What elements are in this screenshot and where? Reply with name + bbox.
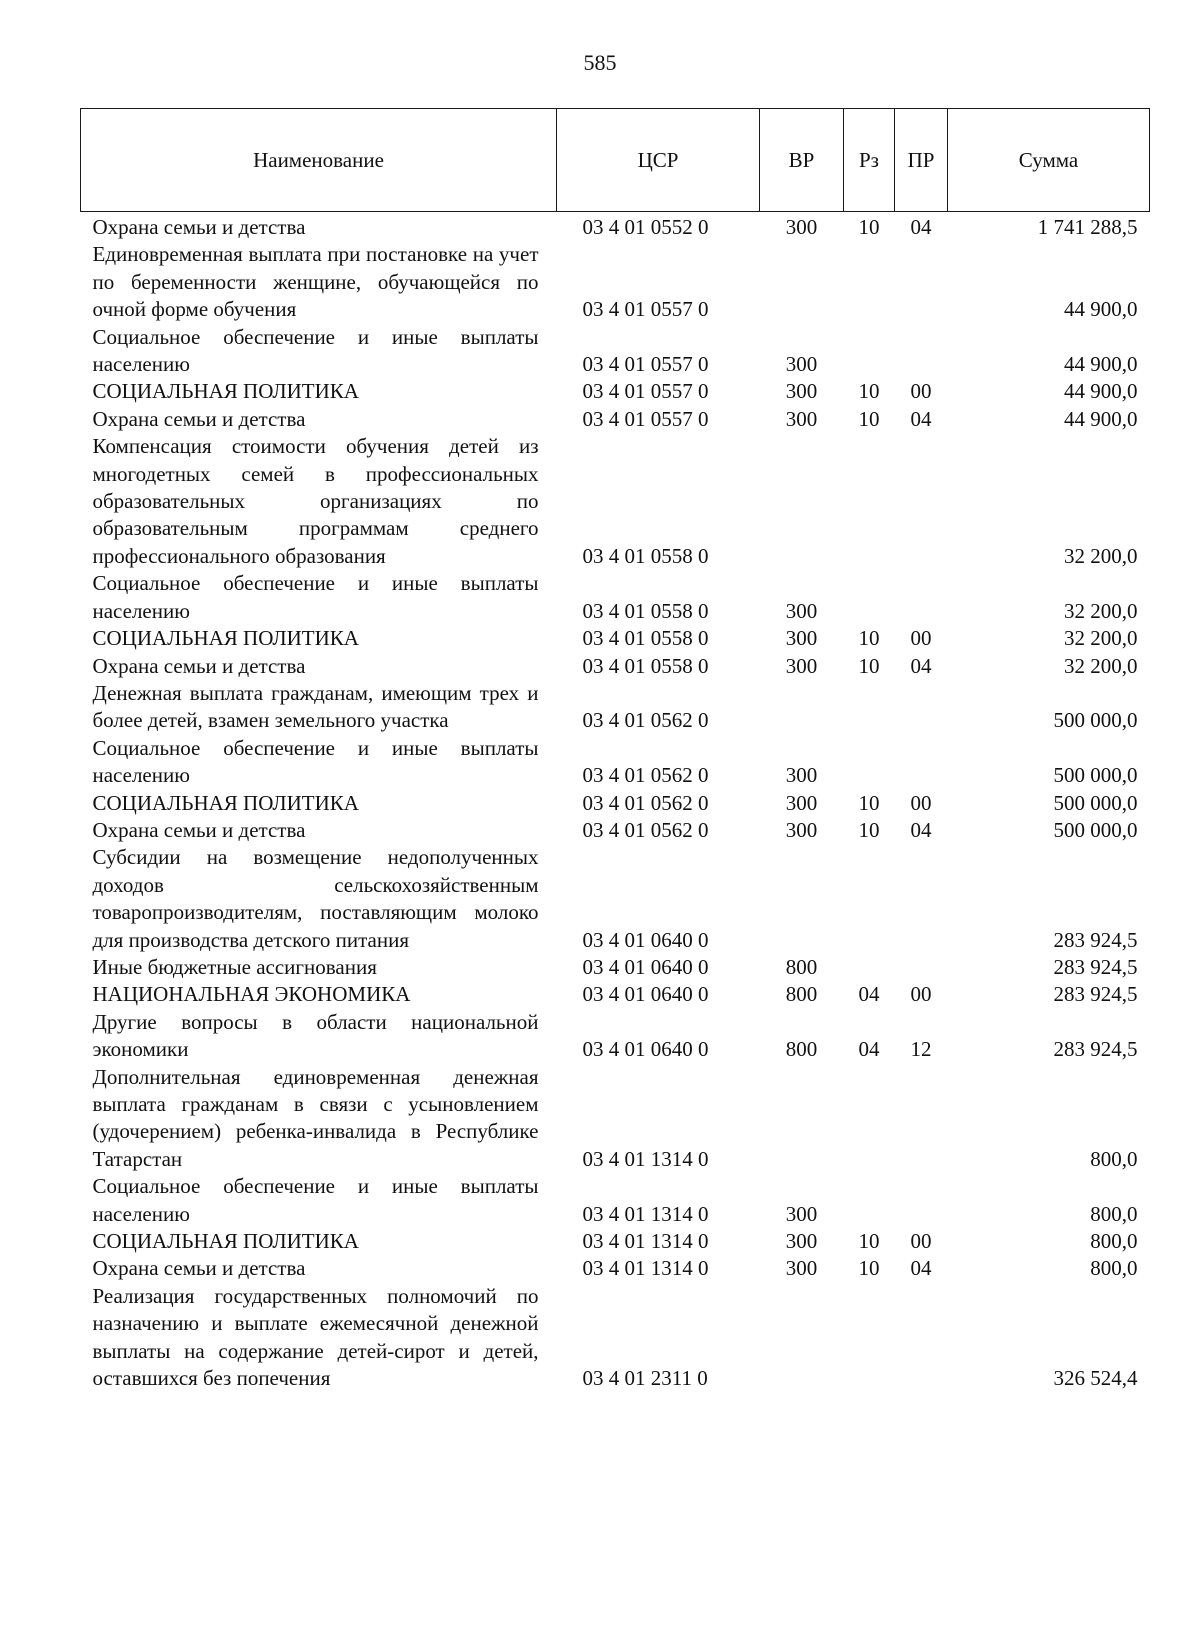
cell-name: Социальное обеспечение и иные выплаты населению	[92, 1174, 539, 1226]
cell-rz: 10	[858, 215, 880, 239]
cell-name: Социальное обеспечение и иные выплаты населению	[92, 735, 539, 788]
cell-csr: 03 4 01 0562 0	[582, 817, 709, 842]
cell-sum: 32 200,0	[1064, 598, 1138, 623]
cell-rz	[844, 570, 895, 625]
header-pr: ПР	[895, 109, 948, 212]
cell-name: Другие вопросы в области национальной экономики	[92, 1009, 539, 1062]
table-row	[81, 324, 1150, 379]
cell-name: Реализация государственных полномочий по назначению и выплате ежемесячной денежной выплаты на содержание детей-сирот и детей, оставшихся без попечения	[92, 1283, 539, 1391]
table-row	[81, 433, 1150, 570]
header-name: Наименование	[81, 109, 557, 212]
cell-name: СОЦИАЛЬНАЯ ПОЛИТИКА	[92, 379, 359, 404]
cell-name: Охрана семьи и детства	[92, 215, 306, 239]
cell-name: Охрана семьи и детства	[92, 1256, 306, 1281]
cell-vr	[760, 1064, 844, 1174]
cell-rz: 10	[858, 626, 880, 651]
cell-vr: 300	[785, 406, 818, 431]
cell-rz	[844, 433, 895, 570]
cell-pr: 04	[910, 1256, 932, 1281]
table-row	[81, 241, 1150, 323]
cell-rz	[844, 1064, 895, 1174]
cell-csr: 03 4 01 0640 0	[582, 927, 709, 952]
table-row	[81, 954, 1150, 981]
cell-pr	[895, 324, 948, 379]
cell-rz: 10	[858, 379, 880, 404]
cell-sum: 32 200,0	[1064, 543, 1138, 568]
cell-vr: 300	[785, 790, 818, 815]
budget-table	[80, 108, 1150, 1392]
cell-name: СОЦИАЛЬНАЯ ПОЛИТИКА	[92, 790, 359, 815]
cell-name: Компенсация стоимости обучения детей из многодетных семей в профессиональных образовательных организациях по образовательным программам среднего профессионального образования	[92, 434, 539, 568]
cell-vr	[760, 433, 844, 570]
table-body	[81, 212, 1150, 1393]
cell-rz	[844, 241, 895, 323]
cell-name: Дополнительная единовременная денежная выплата гражданам в связи с усыновлением (удочерением) ребенка-инвалида в Республике Татарстан	[92, 1064, 539, 1171]
table-row	[81, 1283, 1150, 1393]
table-header	[81, 109, 1150, 212]
cell-vr: 300	[785, 1229, 818, 1254]
cell-csr: 03 4 01 0557 0	[582, 352, 709, 377]
table-row	[81, 625, 1150, 652]
cell-rz	[844, 844, 895, 954]
table-row	[81, 680, 1150, 735]
cell-vr: 300	[785, 653, 818, 678]
cell-pr: 00	[910, 379, 932, 404]
cell-pr	[895, 241, 948, 323]
cell-csr: 03 4 01 0552 0	[582, 215, 709, 239]
cell-sum: 32 200,0	[1064, 653, 1138, 678]
cell-name: НАЦИОНАЛЬНАЯ ЭКОНОМИКА	[92, 982, 411, 1007]
table-row	[81, 844, 1150, 954]
cell-csr: 03 4 01 2311 0	[582, 1366, 708, 1391]
cell-pr	[895, 735, 948, 790]
cell-csr: 03 4 01 1314 0	[582, 1146, 709, 1171]
cell-vr	[760, 844, 844, 954]
cell-pr: 04	[910, 215, 932, 239]
cell-pr	[895, 1283, 948, 1393]
cell-vr: 800	[785, 982, 818, 1007]
cell-sum: 800,0	[1090, 1256, 1138, 1281]
cell-sum: 32 200,0	[1064, 626, 1138, 651]
cell-vr: 300	[785, 1256, 818, 1281]
cell-pr: 12	[910, 1037, 932, 1062]
cell-csr: 03 4 01 0558 0	[582, 598, 709, 623]
table-row	[81, 1009, 1150, 1064]
page-number: 585	[583, 50, 617, 75]
cell-csr: 03 4 01 0557 0	[582, 379, 709, 404]
cell-csr: 03 4 01 0640 0	[582, 1037, 709, 1062]
cell-rz	[844, 1173, 895, 1228]
cell-pr: 00	[910, 982, 932, 1007]
cell-csr: 03 4 01 0640 0	[582, 982, 709, 1007]
cell-rz: 10	[858, 790, 880, 815]
cell-rz: 10	[858, 1229, 880, 1254]
table-row	[81, 212, 1150, 242]
cell-csr: 03 4 01 0558 0	[582, 653, 709, 678]
cell-pr: 04	[910, 817, 932, 842]
table-row	[81, 981, 1150, 1008]
cell-csr: 03 4 01 1314 0	[582, 1256, 709, 1281]
table-row	[81, 653, 1150, 680]
cell-sum: 326 524,4	[1053, 1366, 1138, 1391]
cell-vr: 800	[785, 954, 818, 979]
cell-rz	[844, 954, 895, 981]
cell-vr: 300	[785, 352, 818, 377]
cell-rz: 04	[858, 1037, 880, 1062]
table-row	[81, 817, 1150, 844]
cell-name: Иные бюджетные ассигнования	[92, 954, 377, 979]
header-sum: Сумма	[948, 109, 1150, 212]
cell-sum: 500 000,0	[1053, 790, 1138, 815]
cell-name: СОЦИАЛЬНАЯ ПОЛИТИКА	[92, 626, 359, 651]
cell-sum: 44 900,0	[1064, 352, 1138, 377]
header-csr: ЦСР	[557, 109, 760, 212]
header-vr: ВР	[760, 109, 844, 212]
table-row	[81, 790, 1150, 817]
table-row	[81, 735, 1150, 790]
cell-name: Денежная выплата гражданам, имеющим трех и более детей, взамен земельного участка	[92, 680, 539, 733]
cell-vr: 300	[785, 598, 818, 623]
cell-csr: 03 4 01 0558 0	[582, 626, 709, 651]
cell-rz: 04	[858, 982, 880, 1007]
cell-vr: 300	[785, 763, 818, 788]
cell-pr	[895, 570, 948, 625]
cell-name: Социальное обеспечение и иные выплаты населению	[92, 571, 539, 623]
cell-pr	[895, 954, 948, 981]
cell-pr: 04	[910, 653, 932, 678]
cell-rz	[844, 735, 895, 790]
cell-name: Охрана семьи и детства	[92, 653, 306, 678]
cell-pr: 00	[910, 1229, 932, 1254]
cell-rz	[844, 324, 895, 379]
cell-pr	[895, 1064, 948, 1174]
header-rz: Рз	[844, 109, 895, 212]
table-row	[81, 378, 1150, 405]
cell-sum: 283 924,5	[1053, 927, 1138, 952]
cell-rz: 10	[858, 817, 880, 842]
cell-sum: 283 924,5	[1053, 954, 1138, 979]
cell-pr: 04	[910, 406, 932, 431]
cell-name: Единовременная выплата при постановке на учет по беременности женщине, обучающейся по очной форме обучения	[92, 242, 539, 322]
cell-csr: 03 4 01 0557 0	[582, 406, 709, 431]
cell-pr	[895, 680, 948, 735]
cell-sum: 44 900,0	[1064, 379, 1138, 404]
cell-pr	[895, 433, 948, 570]
cell-pr: 00	[910, 790, 932, 815]
cell-vr	[760, 680, 844, 735]
cell-csr: 03 4 01 0562 0	[582, 763, 709, 788]
cell-sum: 283 924,5	[1053, 982, 1138, 1007]
cell-rz: 10	[858, 406, 880, 431]
cell-vr	[760, 241, 844, 323]
cell-name: Субсидии на возмещение недополученных доходов сельскохозяйственным товаропроизводителям, поставляющим молоко для производства детского питания	[92, 845, 539, 952]
table-row	[81, 1064, 1150, 1174]
cell-vr	[760, 1283, 844, 1393]
cell-sum: 800,0	[1090, 1201, 1138, 1226]
cell-name: Охрана семьи и детства	[92, 817, 306, 842]
cell-vr: 800	[785, 1037, 818, 1062]
table-row	[81, 1255, 1150, 1282]
cell-pr	[895, 1173, 948, 1228]
cell-csr: 03 4 01 1314 0	[582, 1229, 709, 1254]
cell-csr: 03 4 01 0562 0	[582, 790, 709, 815]
cell-vr: 300	[785, 379, 818, 404]
cell-vr: 300	[785, 1201, 818, 1226]
cell-sum: 283 924,5	[1053, 1037, 1138, 1062]
cell-vr: 300	[785, 215, 818, 239]
cell-rz	[844, 1283, 895, 1393]
cell-rz	[844, 680, 895, 735]
cell-csr: 03 4 01 0640 0	[582, 954, 709, 979]
cell-sum: 800,0	[1090, 1146, 1138, 1171]
cell-rz: 10	[858, 653, 880, 678]
cell-csr: 03 4 01 1314 0	[582, 1201, 709, 1226]
cell-sum: 500 000,0	[1053, 708, 1138, 733]
cell-vr: 300	[785, 817, 818, 842]
table-row	[81, 1228, 1150, 1255]
cell-name: СОЦИАЛЬНАЯ ПОЛИТИКА	[92, 1229, 359, 1254]
cell-sum: 1 741 288,5	[1037, 215, 1138, 239]
cell-csr: 03 4 01 0558 0	[582, 543, 709, 568]
cell-csr: 03 4 01 0557 0	[582, 297, 709, 322]
cell-rz: 10	[858, 1256, 880, 1281]
cell-name: Охрана семьи и детства	[92, 406, 306, 431]
cell-pr	[895, 844, 948, 954]
table-row	[81, 1173, 1150, 1228]
cell-sum: 44 900,0	[1064, 406, 1138, 431]
cell-pr: 00	[910, 626, 932, 651]
cell-sum: 44 900,0	[1064, 297, 1138, 322]
cell-sum: 800,0	[1090, 1229, 1138, 1254]
cell-name: Социальное обеспечение и иные выплаты населению	[92, 324, 539, 377]
cell-vr: 300	[785, 626, 818, 651]
table-row	[81, 406, 1150, 433]
cell-csr: 03 4 01 0562 0	[582, 708, 709, 733]
table-row	[81, 570, 1150, 625]
cell-sum: 500 000,0	[1053, 817, 1138, 842]
cell-sum: 500 000,0	[1053, 763, 1138, 788]
